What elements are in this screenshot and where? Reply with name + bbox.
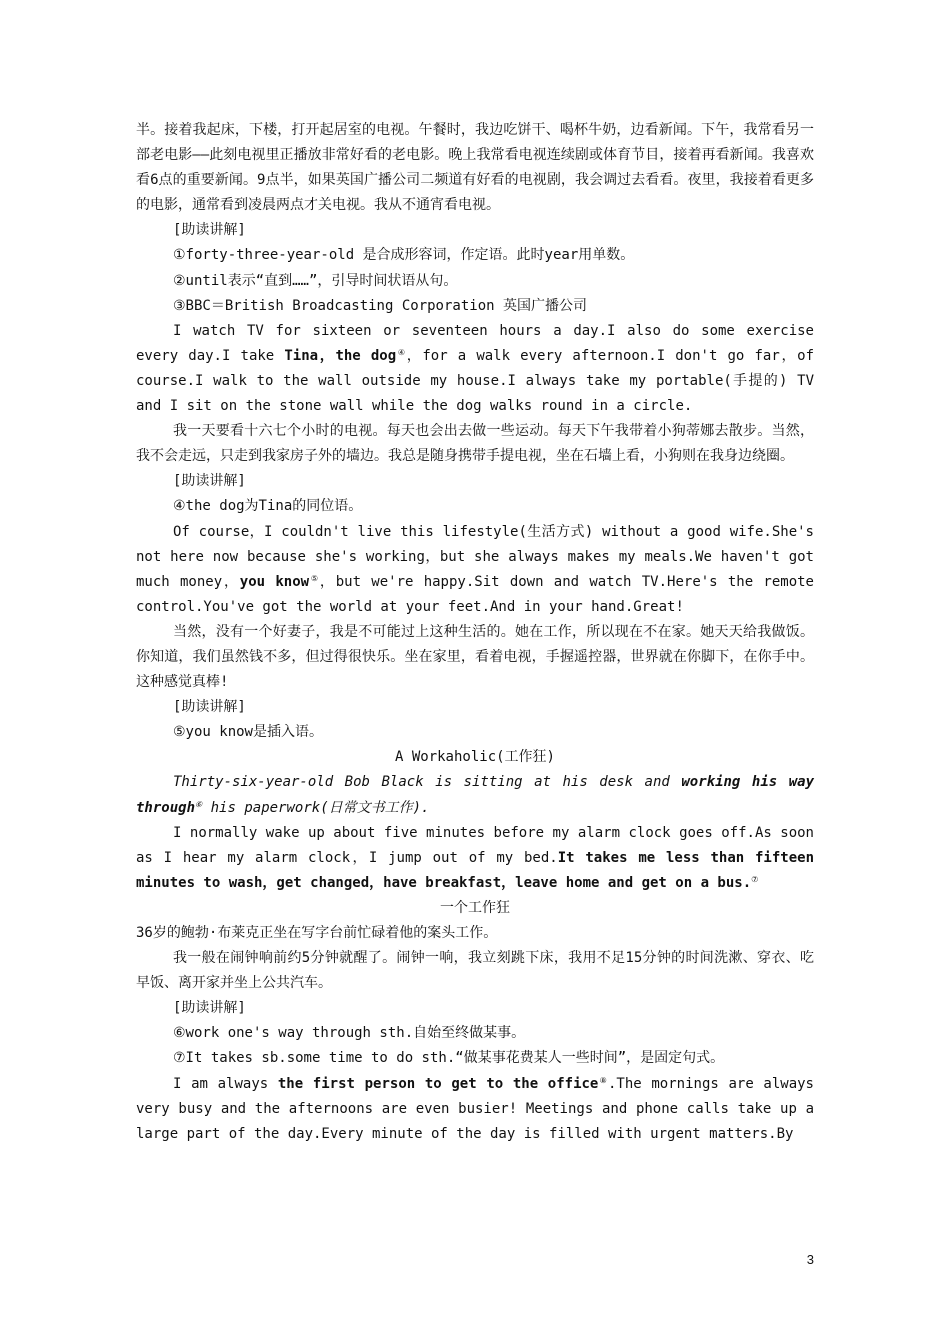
chinese-translation-paragraph: 半。接着我起床，下楼，打开起居室的电视。午餐时，我边吃饼干、喝杯牛奶，边看新闻。下午，我常看另一部老电影——此刻电视里正播放非常好看的老电影。晚上我常看电视连续剧或体育节目，接着再看新闻。我喜欢看6点的重要新闻。9点半，如果英国广播公司二频道有好看的电视剧，我会调过去看看。夜里，我接着看更多的电影，通常看到凌晨两点才关电视。我从不通宵看电视。 xyxy=(136,122,814,214)
english-paragraph: I normally wake up about five minutes before my alarm clock goes off.As soon as I hear my alarm clock，I jump out of my bed.It takes me less than fifteen minutes to wash，get changed，have breakfast，leave home and get on a bus.⑦ xyxy=(136,824,814,891)
footnote-marker: ④ xyxy=(396,347,407,357)
chinese-translation-paragraph: 我一般在闹钟响前约5分钟就醒了。闹钟一响，我立刻跳下床，我用不足15分钟的时间洗漱、穿衣、吃早饭、离开家并坐上公共汽车。 xyxy=(136,950,814,992)
footnote-marker: ⑤ xyxy=(309,573,320,583)
highlighted-phrase: you know xyxy=(239,573,310,590)
chinese-translation-paragraph: 当然，没有一个好妻子，我是不可能过上这种生活的。她在工作，所以现在不在家。她天天给我做饭。你知道，我们虽然钱不多，但过得很快乐。坐在家里，看着电视，手握遥控器，世界就在你脚下，在你手中。这种感觉真棒! xyxy=(136,623,814,691)
section-title-chinese: 一个工作狂 xyxy=(440,899,510,916)
reading-note: ①forty-three-year-old 是合成形容词，作定语。此时year用单数。 xyxy=(173,247,635,264)
english-paragraph: Of course，I couldn't live this lifestyle(生活方式) without a good wife.She's not here now because she's working，but she always makes my meals.We haven't got much money，you know⑤，but we're happy.Sit down and watch TV.Here's the remote control.You've got the world at your feet.And in your hand.Great! xyxy=(136,523,814,615)
highlighted-phrase: the first person to get to the office xyxy=(277,1075,599,1092)
reading-notes-header: [助读讲解] xyxy=(173,473,246,490)
chinese-translation-paragraph: 36岁的鲍勃·布莱克正坐在写字台前忙碌着他的案头工作。 xyxy=(136,925,498,941)
page-number: 3 xyxy=(806,1252,814,1267)
english-paragraph: I am always the first person to get to the office⑧.The mornings are always very busy and the afternoons are even busier! Meetings and phone calls take up a large part of the day.Every minute of the day is filled with urgent matters.By xyxy=(136,1075,814,1142)
reading-note: ⑤you know是插入语。 xyxy=(173,724,323,741)
highlighted-phrase: It takes me less than fifteen minutes to wash，get changed，have breakfast，leave home and get on a bus. xyxy=(136,849,814,891)
reading-note: ③BBC＝British Broadcasting Corporation 英国广播公司 xyxy=(173,297,587,314)
reading-notes-header: [助读讲解] xyxy=(173,1000,246,1017)
highlighted-phrase: working his way through xyxy=(136,774,814,816)
english-intro-paragraph: Thirty-six-year-old Bob Black is sitting at his desk and working his way through⑥ his paperwork(日常文书工作). xyxy=(136,774,814,816)
highlighted-phrase: Tina，the dog xyxy=(284,347,397,364)
footnote-marker: ⑥ xyxy=(195,799,203,809)
reading-notes-header: [助读讲解] xyxy=(173,222,246,239)
reading-notes-header: [助读讲解] xyxy=(173,699,246,716)
reading-note: ⑥work one's way through sth.自始至终做某事。 xyxy=(173,1025,526,1042)
chinese-translation-paragraph: 我一天要看十六七个小时的电视。每天也会出去做一些运动。每天下午我带着小狗蒂娜去散步。当然，我不会走远，只走到我家房子外的墙边。我总是随身携带手提电视，坐在石墙上看，小狗则在我身边绕圈。 xyxy=(136,423,814,465)
english-paragraph: I watch TV for sixteen or seventeen hours a day.I also do some exercise every day.I take Tina，the dog④，for a walk every afternoon.I don't go far，of course.I walk to the wall outside my house.I always take my portable(手提的) TV and I sit on the stone wall while the dog walks round in a circle. xyxy=(136,322,814,415)
reading-note: ②until表示“直到……”，引导时间状语从句。 xyxy=(173,272,458,289)
section-title: A Workaholic(工作狂) xyxy=(394,749,555,766)
reading-note: ④the dog为Tina的同位语。 xyxy=(173,498,363,515)
footnote-marker: ⑦ xyxy=(751,874,759,884)
reading-note: ⑦It takes sb.some time to do sth.“做某事花费某人一些时间”，是固定句式。 xyxy=(173,1050,725,1067)
footnote-marker: ⑧ xyxy=(598,1075,608,1085)
